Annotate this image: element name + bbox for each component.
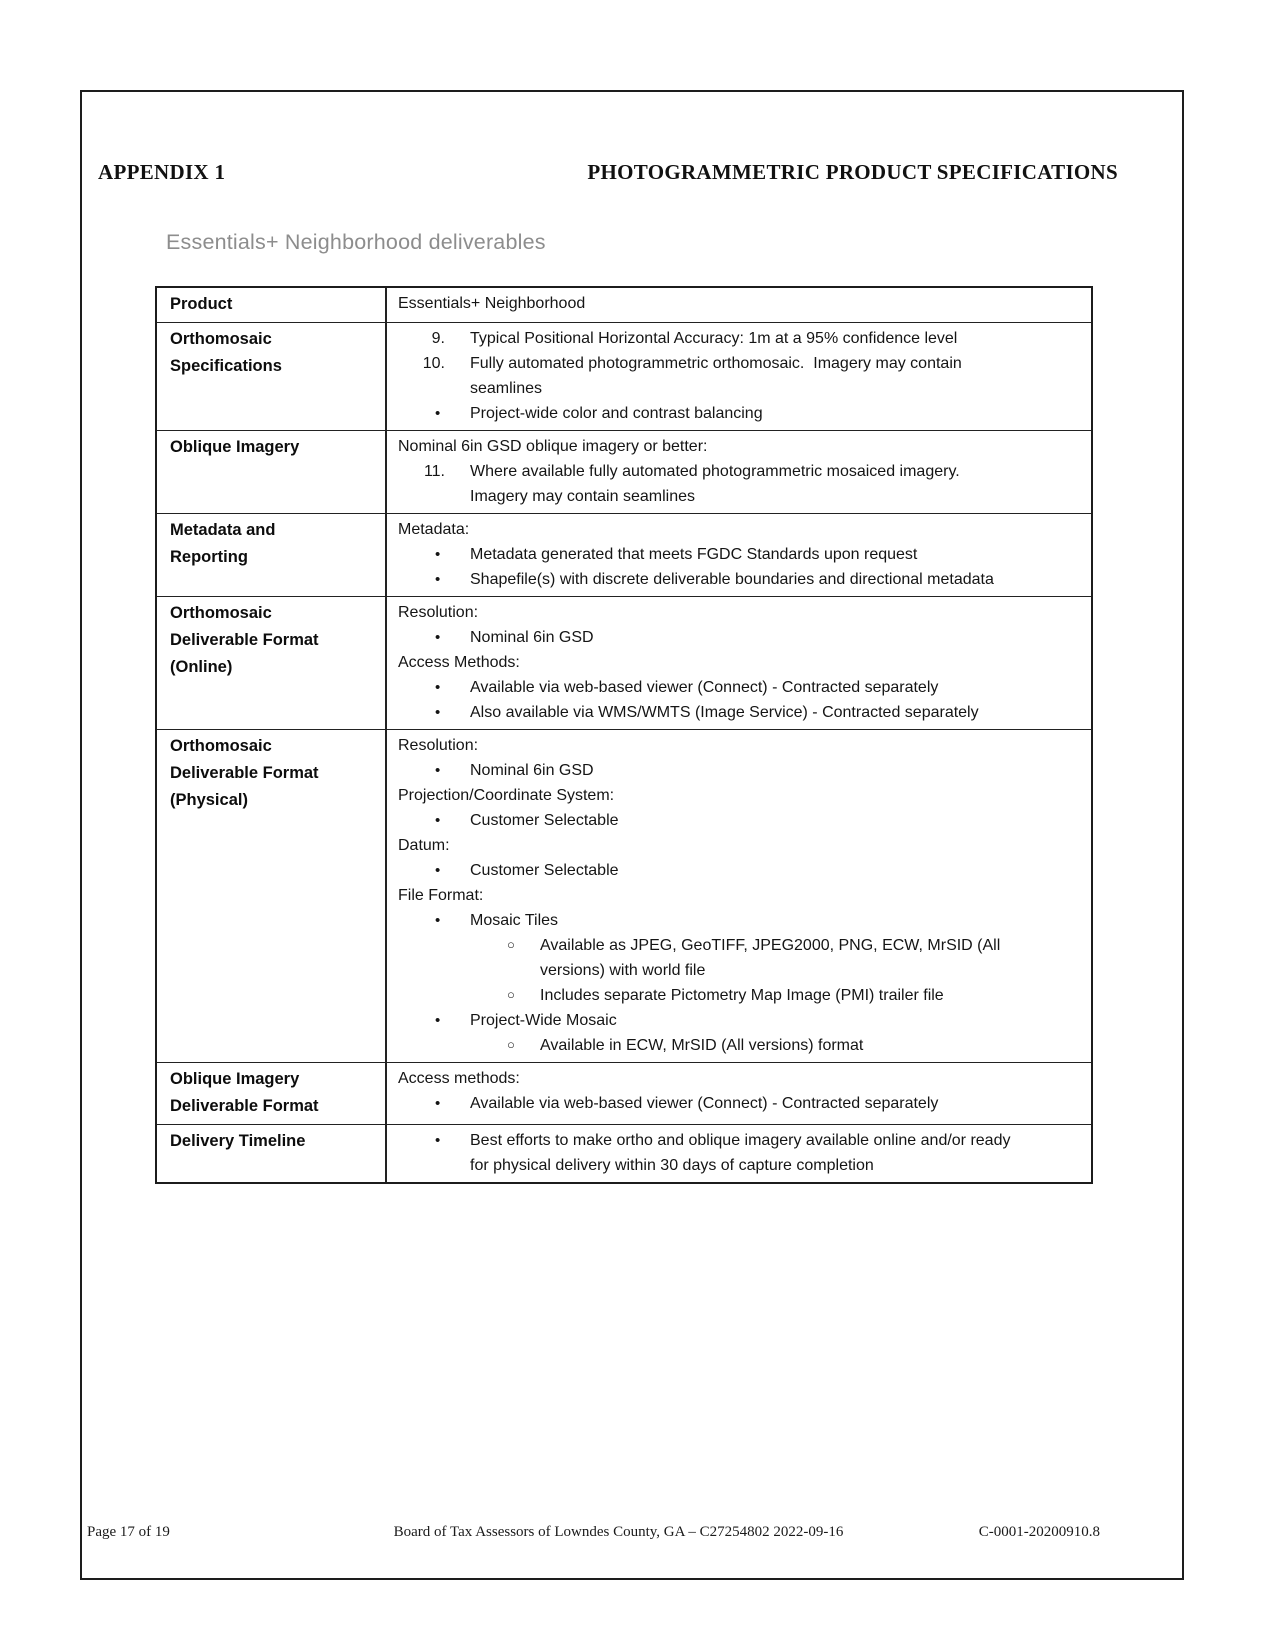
bullet-icon: • xyxy=(435,862,441,879)
content-line xyxy=(387,351,1083,376)
content-text: Resolution: xyxy=(398,604,479,621)
content-line xyxy=(387,883,1083,908)
content-line xyxy=(387,600,1083,625)
row-content-cell xyxy=(387,1125,1091,1182)
number-marker: 9. xyxy=(431,330,445,347)
bullet-icon: • xyxy=(435,704,441,721)
content-text: Available via web-based viewer (Connect) - Contracted separately xyxy=(470,679,939,696)
content-text: Nominal 6in GSD oblique imagery or better: xyxy=(398,438,708,455)
content-line xyxy=(387,983,1083,1008)
content-line xyxy=(387,783,1083,808)
sub-bullet-icon: ○ xyxy=(507,1037,515,1052)
bullet-icon: • xyxy=(435,679,441,696)
content-text: Available as JPEG, GeoTIFF, JPEG2000, PNG, ECW, MrSID (All xyxy=(540,937,1001,954)
content-line xyxy=(387,650,1083,675)
deliverables-table xyxy=(155,286,1093,1184)
content-line xyxy=(387,958,1083,983)
content-text: Access Methods: xyxy=(398,654,520,671)
content-line xyxy=(387,542,1083,567)
content-text: Also available via WMS/WMTS (Image Service) - Contracted separately xyxy=(470,704,979,721)
content-text: Access methods: xyxy=(398,1070,520,1087)
page-border-frame xyxy=(80,90,1184,1580)
content-line xyxy=(387,484,1083,509)
row-content-cell xyxy=(387,288,1091,322)
row-header-line: Metadata and xyxy=(170,521,276,539)
row-header-line: Orthomosaic xyxy=(170,737,272,755)
footer-doc-title: Board of Tax Assessors of Lowndes County, GA – C27254802 2022-09-16 xyxy=(393,1524,844,1540)
row-header-cell xyxy=(157,597,387,729)
row-header-line: Specifications xyxy=(170,357,282,375)
content-line xyxy=(387,1153,1083,1178)
content-line xyxy=(387,808,1083,833)
content-text: Nominal 6in GSD xyxy=(470,629,594,646)
row-header-cell xyxy=(157,1125,387,1182)
table-row xyxy=(157,513,1091,596)
table-row xyxy=(157,430,1091,513)
content-line xyxy=(387,459,1083,484)
document-footer xyxy=(82,1524,1182,1546)
number-marker: 10. xyxy=(422,355,445,372)
content-line xyxy=(387,1033,1083,1058)
table-row xyxy=(157,1062,1091,1124)
row-header-line: Deliverable Format xyxy=(170,631,319,649)
row-header-line: Product xyxy=(170,295,233,313)
content-text: Available in ECW, MrSID (All versions) format xyxy=(540,1037,864,1054)
row-content-cell xyxy=(387,597,1091,729)
row-header-line: Deliverable Format xyxy=(170,764,319,782)
content-text: Project-Wide Mosaic xyxy=(470,1012,617,1029)
content-line xyxy=(387,908,1083,933)
bullet-icon: • xyxy=(435,571,441,588)
row-content-cell xyxy=(387,514,1091,596)
row-content-cell xyxy=(387,1063,1091,1124)
content-text: Imagery may contain seamlines xyxy=(470,488,695,505)
row-header-line: Orthomosaic xyxy=(170,330,272,348)
sub-bullet-icon: ○ xyxy=(507,987,515,1002)
bullet-icon: • xyxy=(435,629,441,646)
content-line xyxy=(387,700,1083,725)
row-header-cell xyxy=(157,730,387,1062)
content-text: Metadata generated that meets FGDC Standards upon request xyxy=(470,546,918,563)
row-header-line: Oblique Imagery xyxy=(170,438,300,456)
content-line xyxy=(387,675,1083,700)
content-line xyxy=(387,1008,1083,1033)
content-line xyxy=(387,376,1083,401)
table-row xyxy=(157,1124,1091,1182)
content-text: Best efforts to make ortho and oblique imagery available online and/or ready xyxy=(470,1132,1011,1149)
content-text: Available via web-based viewer (Connect) - Contracted separately xyxy=(470,1095,939,1112)
content-text: seamlines xyxy=(470,380,543,397)
content-text: Essentials+ Neighborhood xyxy=(398,295,586,312)
content-text: Mosaic Tiles xyxy=(470,912,559,929)
content-text: Shapefile(s) with discrete deliverable boundaries and directional metadata xyxy=(470,571,994,588)
content-line xyxy=(387,401,1083,426)
content-text: Where available fully automated photogrammetric mosaiced imagery. xyxy=(470,463,960,480)
row-header-line: Orthomosaic xyxy=(170,604,272,622)
row-content-cell xyxy=(387,730,1091,1062)
content-line xyxy=(387,326,1083,351)
bullet-icon: • xyxy=(435,546,441,563)
bullet-icon: • xyxy=(435,405,441,422)
content-text: Projection/Coordinate System: xyxy=(398,787,615,804)
content-text: File Format: xyxy=(398,887,484,904)
table-row xyxy=(157,596,1091,729)
row-header-cell xyxy=(157,514,387,596)
row-header-cell xyxy=(157,1063,387,1124)
table-row xyxy=(157,729,1091,1062)
row-header-line: Reporting xyxy=(170,548,248,566)
row-header-line: Oblique Imagery xyxy=(170,1070,300,1088)
bullet-icon: • xyxy=(435,762,441,779)
content-line xyxy=(387,291,1083,316)
content-text: versions) with world file xyxy=(540,962,706,979)
content-text: Resolution: xyxy=(398,737,479,754)
content-line xyxy=(387,758,1083,783)
content-line xyxy=(387,625,1083,650)
content-text: Customer Selectable xyxy=(470,812,619,829)
bullet-icon: • xyxy=(435,1012,441,1029)
content-line xyxy=(387,1091,1083,1116)
row-header-line: (Online) xyxy=(170,658,233,676)
content-line xyxy=(387,858,1083,883)
content-text: Typical Positional Horizontal Accuracy: 1m at a 95% confidence level xyxy=(470,330,958,347)
content-text: Datum: xyxy=(398,837,450,854)
content-text: Nominal 6in GSD xyxy=(470,762,594,779)
doc-control-number: C-0001-20200910.8 xyxy=(978,1524,1100,1540)
row-content-cell xyxy=(387,431,1091,513)
content-text: for physical delivery within 30 days of capture completion xyxy=(470,1157,874,1174)
row-header-cell xyxy=(157,431,387,513)
table-row xyxy=(157,322,1091,430)
bullet-icon: • xyxy=(435,912,441,929)
table-caption: Essentials+ Neighborhood deliverables xyxy=(166,230,546,254)
content-line xyxy=(387,1128,1083,1153)
appendix-heading: APPENDIX 1 xyxy=(98,160,226,184)
row-header-line: Delivery Timeline xyxy=(170,1132,306,1150)
content-text: Project-wide color and contrast balancing xyxy=(470,405,763,422)
content-text: Includes separate Pictometry Map Image (PMI) trailer file xyxy=(540,987,944,1004)
page-number: Page 17 of 19 xyxy=(87,1524,170,1540)
document-header xyxy=(98,160,1118,185)
row-header-cell xyxy=(157,323,387,430)
content-text: Fully automated photogrammetric orthomosaic. Imagery may contain xyxy=(470,355,962,372)
content-line xyxy=(387,833,1083,858)
content-line xyxy=(387,733,1083,758)
row-content-cell xyxy=(387,323,1091,430)
spec-heading: PHOTOGRAMMETRIC PRODUCT SPECIFICATIONS xyxy=(587,160,1118,184)
content-text: Metadata: xyxy=(398,521,470,538)
row-header-cell xyxy=(157,288,387,322)
bullet-icon: • xyxy=(435,812,441,829)
number-marker: 11. xyxy=(423,463,445,480)
content-text: Customer Selectable xyxy=(470,862,619,879)
row-header-line: (Physical) xyxy=(170,791,248,809)
bullet-icon: • xyxy=(435,1132,441,1149)
content-line xyxy=(387,933,1083,958)
content-line xyxy=(387,434,1083,459)
table-row xyxy=(157,288,1091,322)
content-line xyxy=(387,567,1083,592)
sub-bullet-icon: ○ xyxy=(507,937,515,952)
content-line xyxy=(387,1066,1083,1091)
bullet-icon: • xyxy=(435,1095,441,1112)
row-header-line: Deliverable Format xyxy=(170,1097,319,1115)
content-line xyxy=(387,517,1083,542)
